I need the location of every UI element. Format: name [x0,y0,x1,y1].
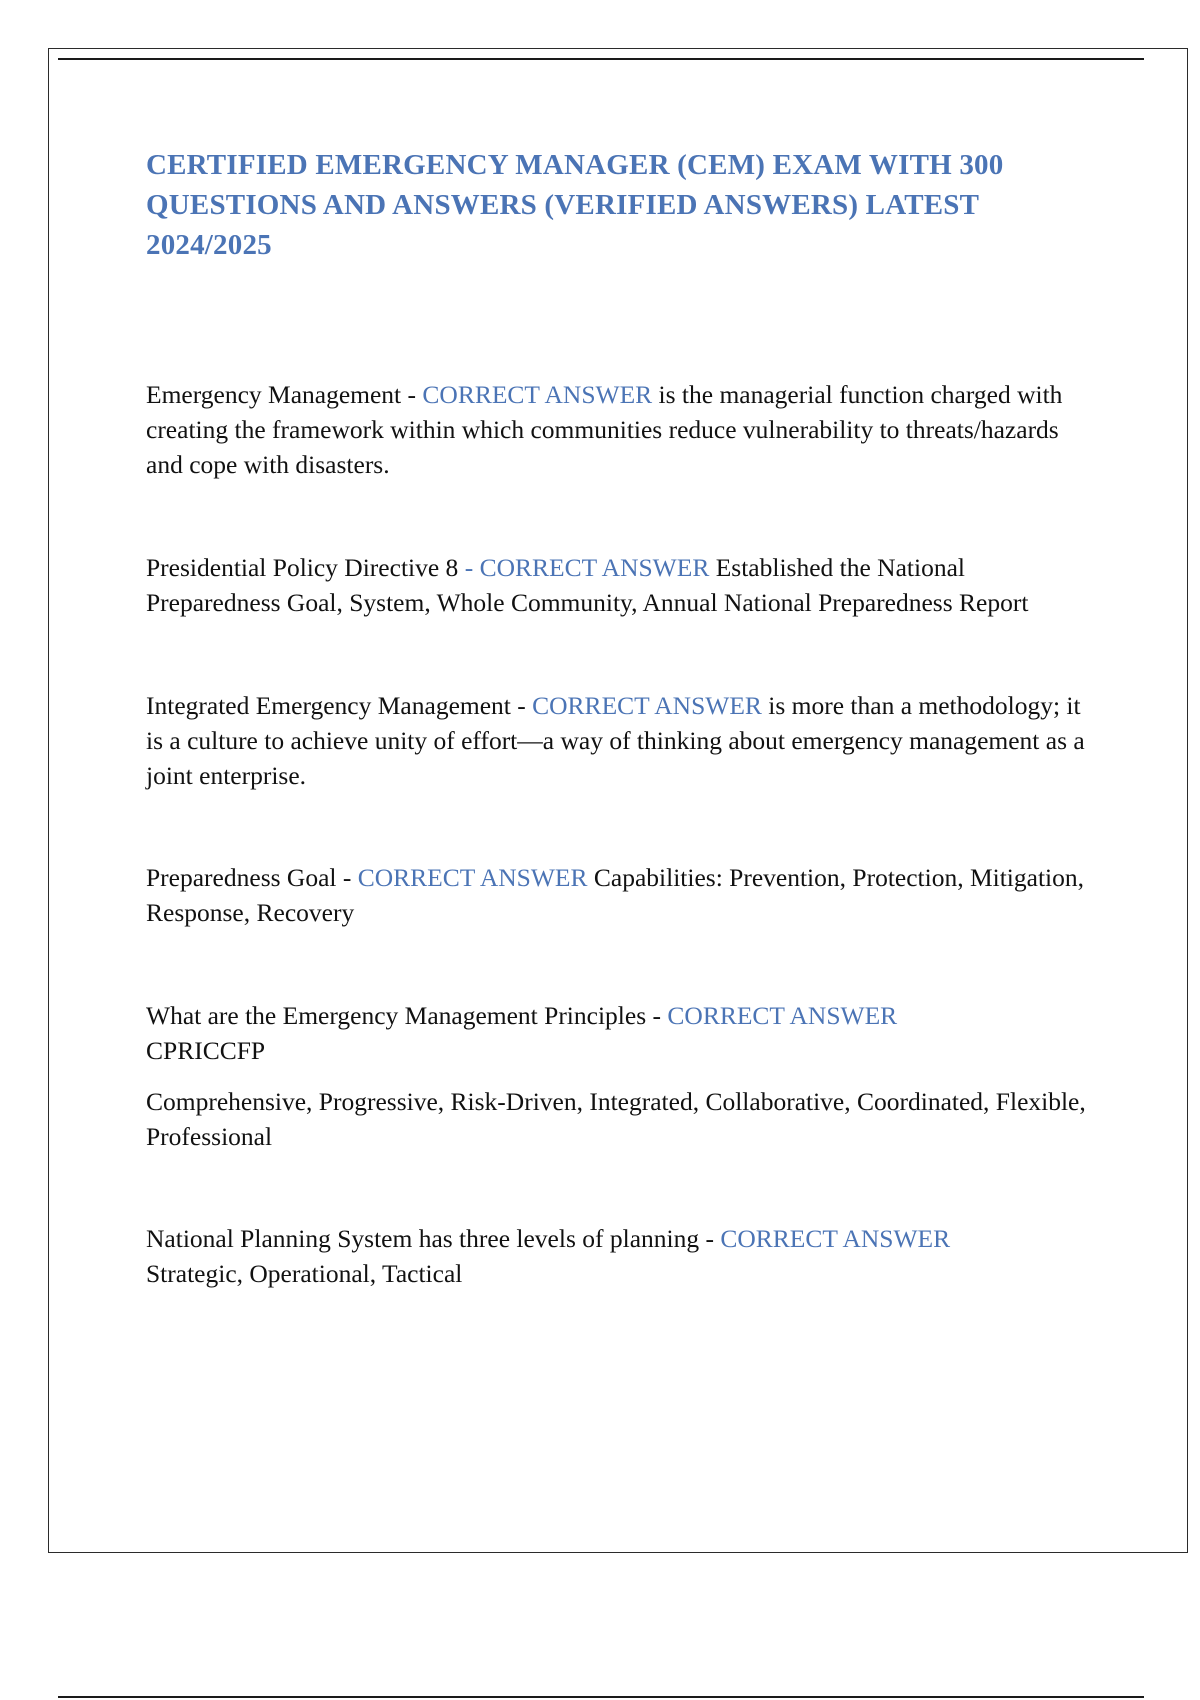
bottom-rule [58,1696,1144,1698]
correct-answer-label: CORRECT ANSWER [357,863,588,892]
question-text: Emergency Management [146,380,402,409]
correct-answer-label: CORRECT ANSWER [479,553,710,582]
document-title: CERTIFIED EMERGENCY MANAGER (CEM) EXAM WITH 300 QUESTIONS AND ANSWERS (VERIFIED ANSWERS) LATEST 2024/2025 [146,149,1004,261]
question-text: Presidential Policy Directive 8 [146,553,459,582]
answer-text: Capabilities: Prevention, Protection, Mitigation, Response, Recovery [146,863,1084,927]
correct-answer-label: CORRECT ANSWER [532,691,762,720]
qa-item: Integrated Emergency Management - CORRECT ANSWER is more than a methodology; it is a culture to achieve unity of effort—a way of thinking about emergency management as a joint enterprise. [146,691,1085,790]
top-rule [58,58,1144,60]
qa-item: What are the Emergency Management Principles - CORRECT ANSWER CPRICCFP Comprehensive, Progressive, Risk-Driven, Integrated, Collaborative, Coordinated, Flexible, Professional [146,998,1096,1154]
qa-item: National Planning System has three levels of planning - CORRECT ANSWER Strategic, Operational, Tactical [146,1224,951,1288]
question-text: Integrated Emergency Management [146,691,511,720]
question-text: What are the Emergency Management Principles [146,1001,647,1030]
answer-text: is the managerial function charged with creating the framework within which communities reduce vulnerability to threats/hazards and cope with disasters. [146,380,1063,479]
answer-text: Established the National Preparedness Goal, System, Whole Community, Annual National Preparedness Report [146,553,1029,617]
qa-item: Emergency Management - CORRECT ANSWER is the managerial function charged with creating the framework within which communities reduce vulnerability to threats/hazards and cope with disasters. [146,380,1063,479]
answer-text: Strategic, Operational, Tactical [146,1259,463,1288]
qa-item: Presidential Policy Directive 8 - CORRECT ANSWER Established the National Preparedness Goal, System, Whole Community, Annual National Preparedness Report [146,553,1029,617]
question-text: Preparedness Goal [146,863,337,892]
qa-list [146,377,1096,1291]
correct-answer-label: CORRECT ANSWER [667,1001,898,1030]
answer-detail-text: Comprehensive, Progressive, Risk-Driven, Integrated, Collaborative, Coordinated, Flexible, Professional [146,1087,1086,1151]
answer-text: is more than a methodology; it is a culture to achieve unity of effort—a way of thinking about emergency management as a joint enterprise. [146,691,1085,790]
correct-answer-label: CORRECT ANSWER [422,380,653,409]
answer-text: CPRICCFP [146,1036,266,1065]
page-content [146,145,1096,1359]
qa-item: Preparedness Goal - CORRECT ANSWER Capabilities: Prevention, Protection, Mitigation, Response, Recovery [146,863,1084,927]
correct-answer-label: CORRECT ANSWER [720,1224,951,1253]
question-text: National Planning System has three levels of planning [146,1224,700,1253]
